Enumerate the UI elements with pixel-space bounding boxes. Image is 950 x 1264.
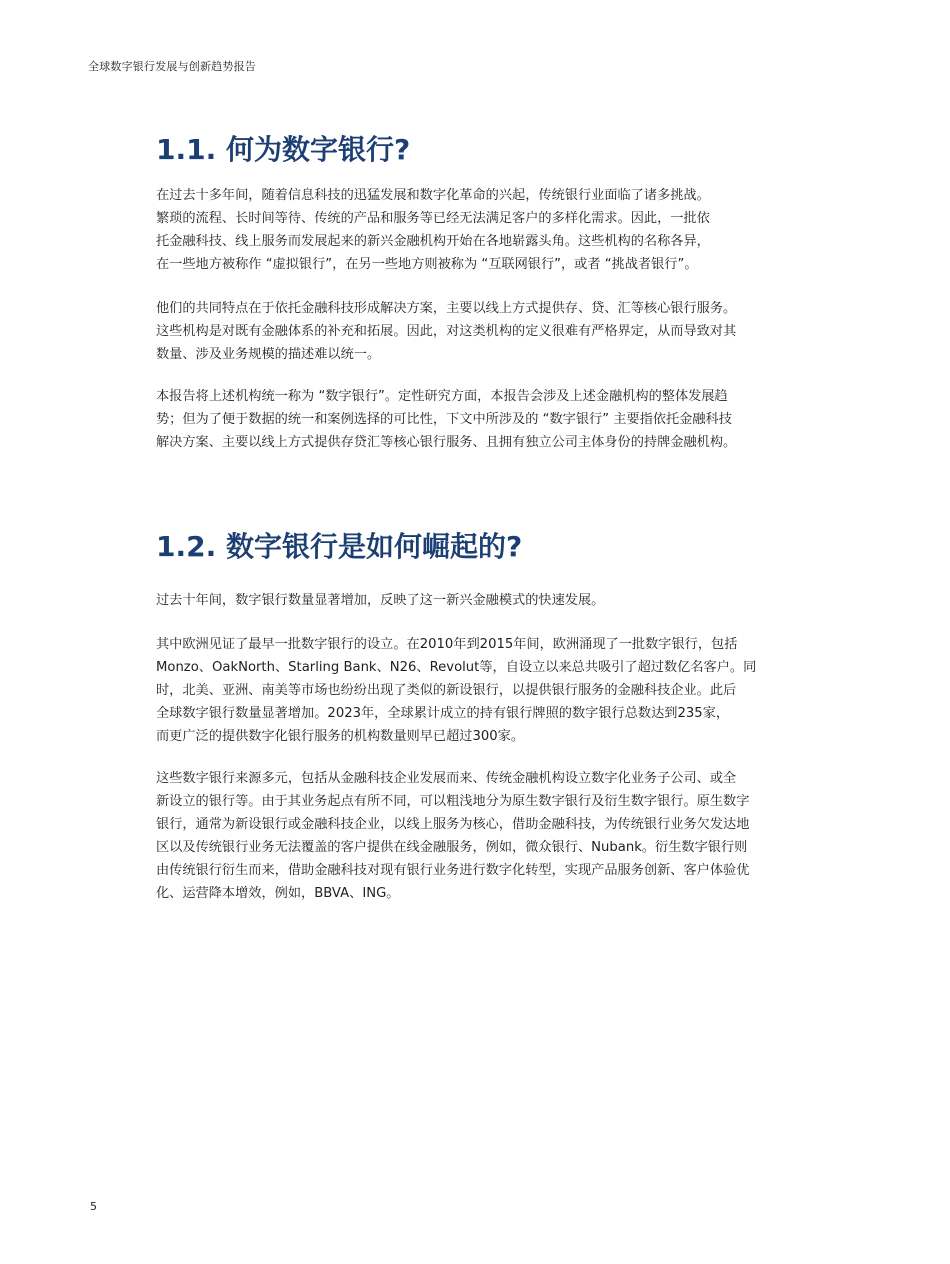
text-line: 由传统银行衍生而来，借助金融科技对现有银行业务进行数字化转型，实现产品服务创新、客户体验优 bbox=[156, 863, 750, 878]
text-line: 银行，通常为新设银行或金融科技企业，以线上服务为核心，借助金融科技，为传统银行业务欠发达地 bbox=[156, 817, 750, 832]
text-line: 这些数字银行来源多元，包括从金融科技企业发展而来、传统金融机构设立数字化业务子公司、或全 bbox=[156, 771, 737, 786]
paragraph bbox=[156, 297, 806, 366]
text-line: 全球数字银行数量显著增加。2023年，全球累计成立的持有银行牌照的数字银行总数达到235家， bbox=[156, 706, 730, 721]
text-line: Monzo、OakNorth、Starling Bank、N26、Revolut等，自设立以来总共吸引了超过数亿名客户。同 bbox=[156, 660, 757, 675]
text-line: 数量、涉及业务规模的描述难以统一。 bbox=[156, 347, 381, 362]
paragraph bbox=[156, 633, 806, 748]
text-line: 化、运营降本增效，例如，BBVA、ING。 bbox=[156, 886, 400, 901]
text-line: 本报告将上述机构统一称为 “数字银行”。定性研究方面，本报告会涉及上述金融机构的整体发展趋 bbox=[156, 389, 728, 404]
text-line: 其中欧洲见证了最早一批数字银行的设立。在2010年到2015年间，欧洲涌现了一批数字银行，包括 bbox=[156, 637, 738, 652]
paragraph bbox=[156, 767, 806, 905]
text-line: 而更广泛的提供数字化银行服务的机构数量则早已超过300家。 bbox=[156, 729, 525, 744]
text-line: 在一些地方被称作 “虚拟银行”，在另一些地方则被称为 “互联网银行”，或者 “挑战者银行”。 bbox=[156, 257, 698, 272]
text-line: 区以及传统银行业务无法覆盖的客户提供在线金融服务，例如，微众银行、Nubank。衍生数字银行则 bbox=[156, 840, 748, 855]
text-line: 这些机构是对既有金融体系的补充和拓展。因此，对这类机构的定义很难有严格界定，从而导致对其 bbox=[156, 324, 737, 339]
paragraph bbox=[156, 589, 806, 612]
text-line: 他们的共同特点在于依托金融科技形成解决方案，主要以线上方式提供存、贷、汇等核心银行服务。 bbox=[156, 301, 737, 316]
text-line: 繁琐的流程、长时间等待、传统的产品和服务等已经无法满足客户的多样化需求。因此，一批依 bbox=[156, 211, 710, 226]
text-line: 解决方案、主要以线上方式提供存贷汇等核心银行服务、且拥有独立公司主体身份的持牌金融机构。 bbox=[156, 435, 737, 450]
paragraph bbox=[156, 385, 806, 454]
section-title-1-2: 1.2. 数字银行是如何崛起的? bbox=[156, 530, 523, 563]
paragraph bbox=[156, 184, 806, 276]
text-line: 新设立的银行等。由于其业务起点有所不同，可以粗浅地分为原生数字银行及衍生数字银行。原生数字 bbox=[156, 794, 750, 809]
section-title-1-1: 1.1. 何为数字银行? bbox=[156, 133, 411, 166]
text-line: 过去十年间，数字银行数量显著增加，反映了这一新兴金融模式的快速发展。 bbox=[156, 593, 605, 608]
text-line: 时，北美、亚洲、南美等市场也纷纷出现了类似的新设银行，以提供银行服务的金融科技企业。此后 bbox=[156, 683, 737, 698]
text-line: 势；但为了便于数据的统一和案例选择的可比性，下文中所涉及的 “数字银行” 主要指依托金融科技 bbox=[156, 412, 732, 427]
text-line: 在过去十多年间，随着信息科技的迅猛发展和数字化革命的兴起，传统银行业面临了诸多挑战。 bbox=[156, 188, 710, 203]
running-header: 全球数字银行发展与创新趋势报告 bbox=[88, 60, 256, 73]
page-number: 5 bbox=[90, 1200, 97, 1213]
text-line: 托金融科技、线上服务而发展起来的新兴金融机构开始在各地崭露头角。这些机构的名称各异， bbox=[156, 234, 710, 249]
